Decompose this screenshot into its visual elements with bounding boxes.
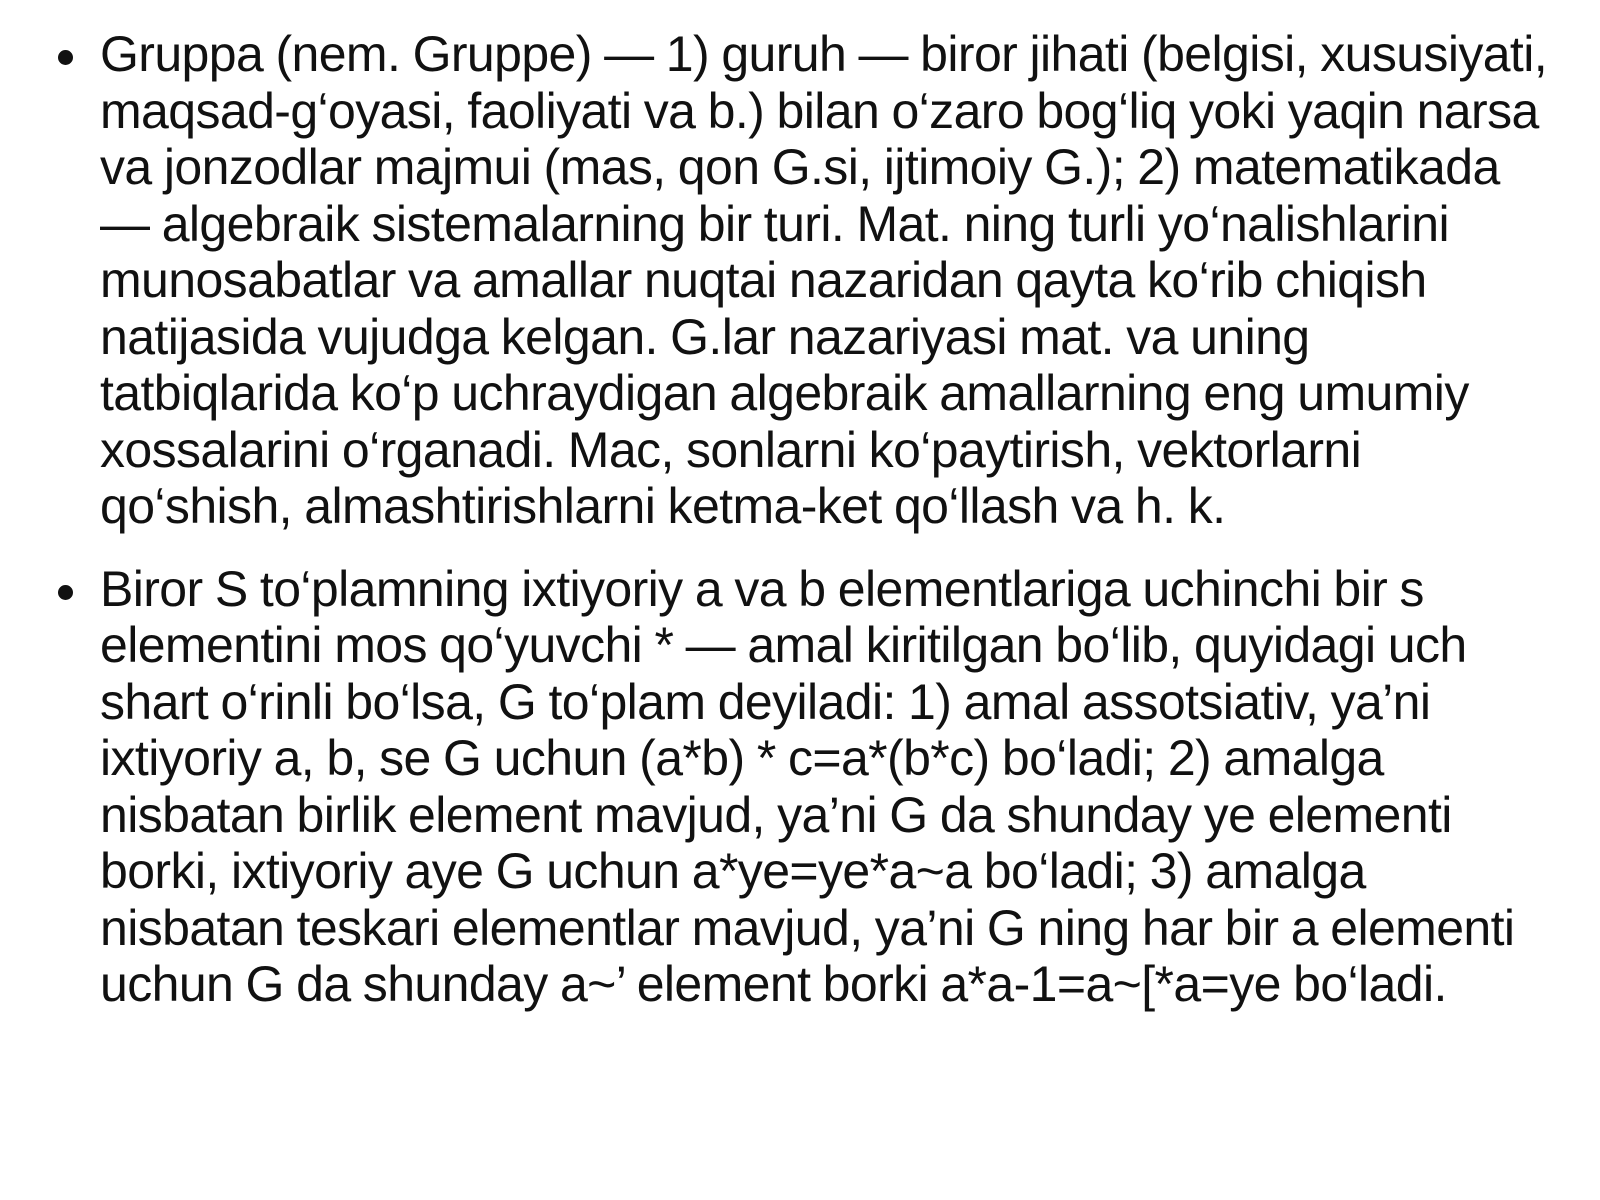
- bullet-list: [58, 26, 1558, 1013]
- bullet-item-group-axioms: [58, 561, 1558, 1013]
- bullet-item-group-definition: [58, 26, 1558, 535]
- bullet-text: Biror S to‘plamning ixtiyoriy a va b elementlariga uchinchi bir s elementini mos qo‘yuvchi * — amal kiritilgan bo‘lib, quyidagi uch shart o‘rinli bo‘lsa, G to‘plam deyiladi: 1) amal assotsiativ, ya’ni ixtiyoriy a, b, se G uchun (a*b) * c=a*(b*c) bo‘ladi; 2) amalga nisbatan birlik element mavjud, ya’ni G da shunday ye elementi borki, ixtiyoriy aye G uchun a*ye=ye*a~a bo‘ladi; 3) amalga nisbatan teskari elementlar mavjud, ya’ni G ning har bir a elementi uchun G da shunday a~’ element borki a*a-1=a~[*a=ye bo‘ladi.: [100, 560, 1515, 1012]
- bullet-text: Gruppa (nem. Gruppe) — 1) guruh — biror jihati (belgisi, xususiyati, maqsad-g‘oyasi, faoliyati va b.) bilan o‘zaro bog‘liq yoki yaqin narsa va jonzodlar majmui (mas, qon G.si, ijtimoiy G.); 2) matematikada — algebraik sistemalarning bir turi. Mat. ning turli yo‘nalishlarini munosabatlar va amallar nuqtai nazaridan qayta ko‘rib chiqish natijasida vujudga kelgan. G.lar nazariyasi mat. va uning tatbiqlarida ko‘p uchraydigan algebraik amallarning eng umumiy xossalarini o‘rganadi. Mac, sonlarni ko‘paytirish, vektorlarni qo‘shish, almashtirishlarni ketma-ket qo‘llash va h. k.: [100, 26, 1548, 534]
- bullet-dot-icon: [58, 585, 73, 600]
- bullet-dot-icon: [58, 50, 73, 65]
